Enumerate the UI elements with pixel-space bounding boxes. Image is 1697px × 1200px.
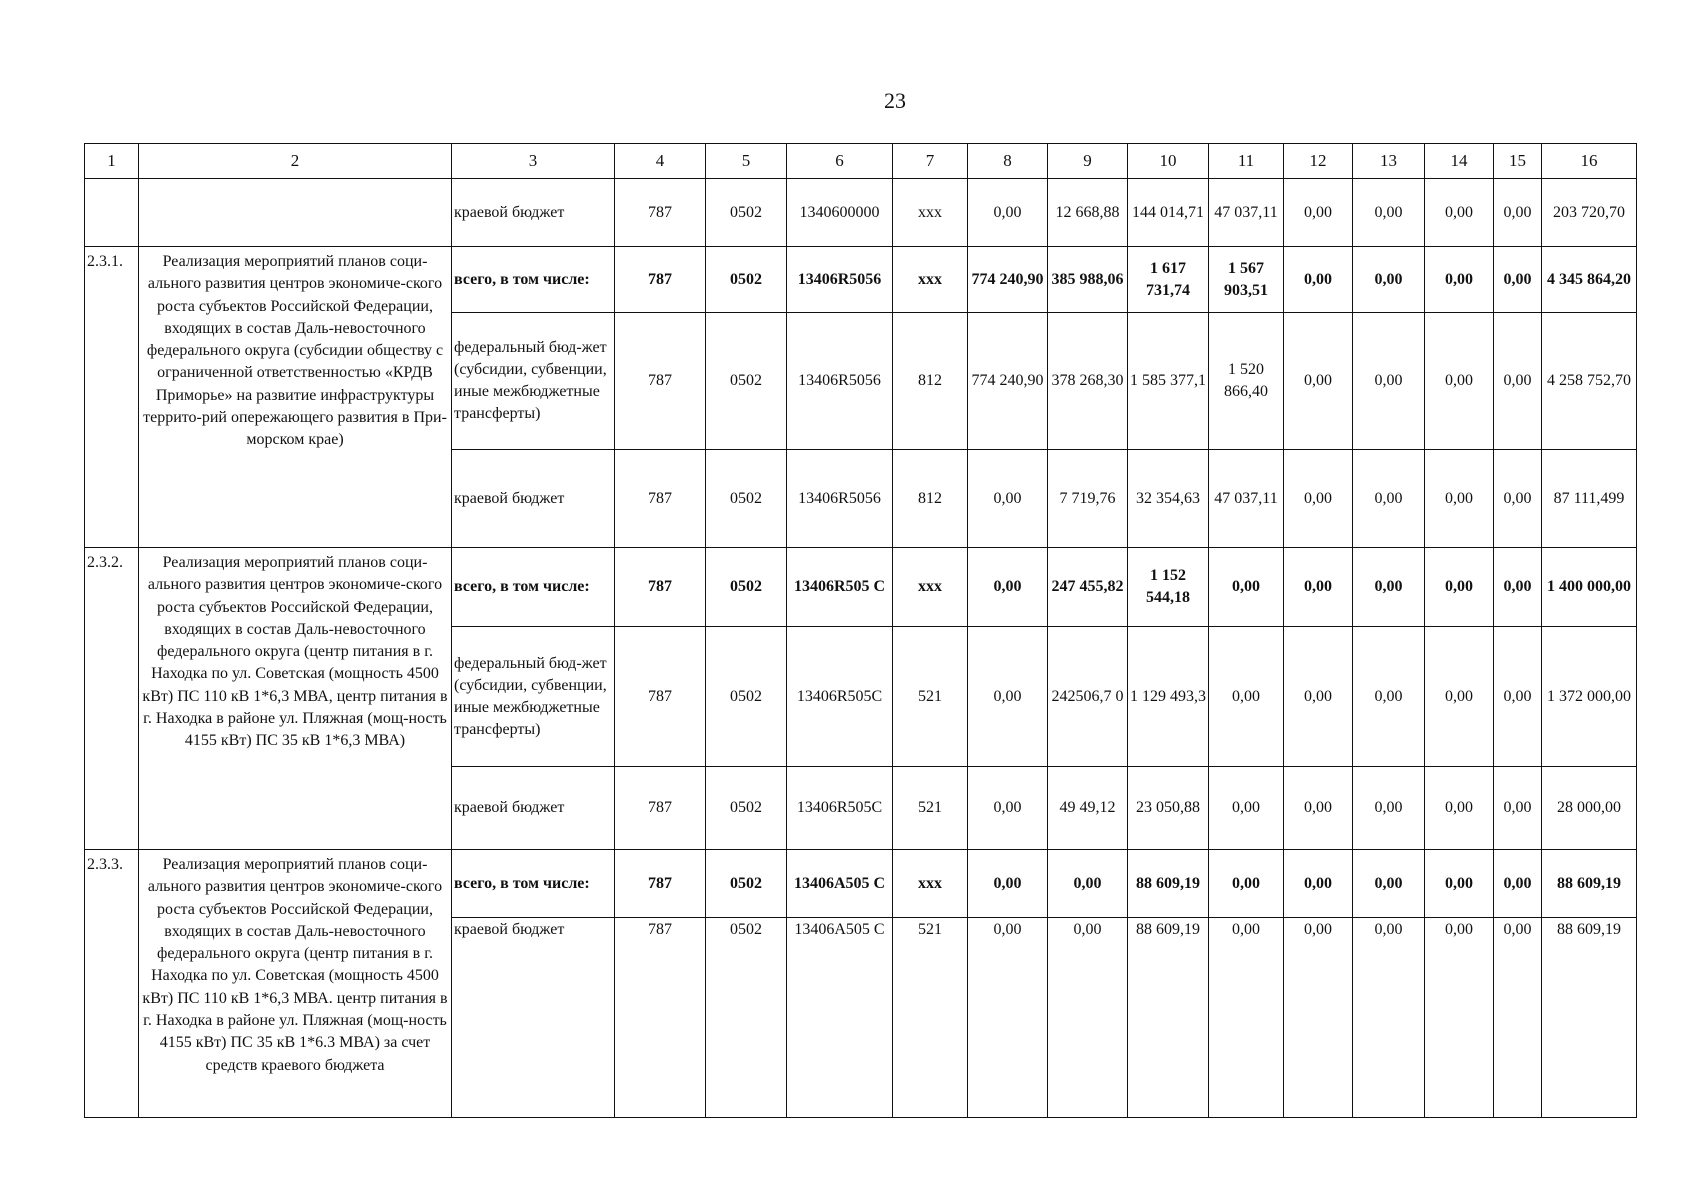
header-cell: 13	[1353, 144, 1425, 179]
cell: 32 354,63	[1128, 450, 1209, 548]
cell: 0,00	[1284, 918, 1353, 1118]
cell: 0,00	[1284, 247, 1353, 313]
cell: 0,00	[1494, 627, 1542, 767]
cell: 0502	[706, 247, 787, 313]
cell: 1 567 903,51	[1209, 247, 1284, 313]
cell: 0502	[706, 767, 787, 850]
cell: 787	[615, 548, 706, 627]
cell: 0,00	[1284, 627, 1353, 767]
funding-source: краевой бюджет	[452, 179, 615, 247]
cell: 203 720,70	[1542, 179, 1637, 247]
funding-source: краевой бюджет	[452, 918, 615, 1118]
funding-source: краевой бюджет	[452, 767, 615, 850]
header-row	[85, 144, 1637, 179]
cell: 787	[615, 767, 706, 850]
header-cell: 4	[615, 144, 706, 179]
cell: 0,00	[1353, 918, 1425, 1118]
item-number: 2.3.2.	[85, 548, 139, 850]
cell: 0,00	[1425, 313, 1494, 450]
header-cell: 3	[452, 144, 615, 179]
cell: 0,00	[1425, 627, 1494, 767]
cell: 0,00	[1425, 918, 1494, 1118]
item-number: 2.3.3.	[85, 850, 139, 1118]
cell: 787	[615, 627, 706, 767]
cell: 242506,7 0	[1048, 627, 1128, 767]
header-cell: 12	[1284, 144, 1353, 179]
cell: 0,00	[1353, 313, 1425, 450]
cell: 787	[615, 850, 706, 918]
header-cell: 14	[1425, 144, 1494, 179]
header-cell: 7	[893, 144, 968, 179]
cell: 88 609,19	[1542, 850, 1637, 918]
cell: 0,00	[1048, 918, 1128, 1118]
cell: 0,00	[1353, 450, 1425, 548]
cell: 0,00	[968, 548, 1048, 627]
cell: 0,00	[968, 450, 1048, 548]
cell: 4 258 752,70	[1542, 313, 1637, 450]
cell: 88 609,19	[1128, 850, 1209, 918]
cell: 0,00	[1494, 548, 1542, 627]
header-cell: 16	[1542, 144, 1637, 179]
cell: 521	[893, 767, 968, 850]
cell: 521	[893, 918, 968, 1118]
header-cell: 1	[85, 144, 139, 179]
cell: 0,00	[968, 918, 1048, 1118]
cell: 13406A505 С	[787, 918, 893, 1118]
item-description: Реализация мероприятий планов соци-ального развития центров экономиче-ского роста субъектов Российской Федерации, входящих в состав Даль-невосточного федерального округа (субсидии обществу с ограниченной ответственностью «КРДВ Приморье» на развитие инфраструктуры террито-рий опережающего развития в При-морском крае)	[139, 247, 452, 548]
cell: 0,00	[1284, 767, 1353, 850]
table-row	[85, 179, 1637, 247]
page-number: 23	[884, 88, 906, 113]
cell: 0,00	[1209, 918, 1284, 1118]
table-row-total	[85, 247, 1637, 313]
cell: 0,00	[1425, 450, 1494, 548]
cell: 0,00	[968, 767, 1048, 850]
cell: 0,00	[1494, 767, 1542, 850]
funding-source: федеральный бюд-жет (субсидии, субвенции, иные межбюджетные трансферты)	[452, 627, 615, 767]
cell: 0,00	[1353, 627, 1425, 767]
cell: 812	[893, 450, 968, 548]
cell: 13406R505 С	[787, 548, 893, 627]
cell: 0,00	[1425, 179, 1494, 247]
cell: 0,00	[968, 627, 1048, 767]
header-cell: 5	[706, 144, 787, 179]
cell: 0,00	[1209, 850, 1284, 918]
funding-source: всего, в том числе:	[452, 548, 615, 627]
cell: 787	[615, 918, 706, 1118]
table-row-total	[85, 548, 1637, 627]
cell: 47 037,11	[1209, 450, 1284, 548]
cell: 49 49,12	[1048, 767, 1128, 850]
cell: 4 345 864,20	[1542, 247, 1637, 313]
cell: 23 050,88	[1128, 767, 1209, 850]
cell: 787	[615, 247, 706, 313]
cell: 88 609,19	[1128, 918, 1209, 1118]
cell: 1 129 493,3	[1128, 627, 1209, 767]
cell: 0502	[706, 450, 787, 548]
cell: 13406R5056	[787, 450, 893, 548]
cell: 787	[615, 450, 706, 548]
cell: 7 719,76	[1048, 450, 1128, 548]
cell: 0502	[706, 179, 787, 247]
cell: xxx	[893, 850, 968, 918]
cell: 0,00	[1209, 767, 1284, 850]
cell: 0,00	[1048, 850, 1128, 918]
cell: 0,00	[1494, 850, 1542, 918]
cell: 521	[893, 627, 968, 767]
cell: 1 152 544,18	[1128, 548, 1209, 627]
cell: 1 520 866,40	[1209, 313, 1284, 450]
cell: 385 988,06	[1048, 247, 1128, 313]
cell: 87 111,499	[1542, 450, 1637, 548]
cell: 0,00	[1425, 548, 1494, 627]
cell: 787	[615, 313, 706, 450]
cell: 0,00	[1353, 548, 1425, 627]
cell: 12 668,88	[1048, 179, 1128, 247]
cell: 0,00	[1284, 548, 1353, 627]
budget-table	[84, 143, 1637, 1118]
cell: 0,00	[1353, 247, 1425, 313]
cell: 0,00	[968, 179, 1048, 247]
funding-source: федеральный бюд-жет (субсидии, субвенции, иные межбюджетные трансферты)	[452, 313, 615, 450]
table-row-total	[85, 850, 1637, 918]
funding-source: всего, в том числе:	[452, 850, 615, 918]
cell: 787	[615, 179, 706, 247]
cell: 0,00	[1284, 850, 1353, 918]
cell: 13406R5056	[787, 313, 893, 450]
cell: 774 240,90	[968, 247, 1048, 313]
cell: 0,00	[1494, 918, 1542, 1118]
cell: 1 400 000,00	[1542, 548, 1637, 627]
cell: 144 014,71	[1128, 179, 1209, 247]
cell: 0,00	[1209, 627, 1284, 767]
cell: 13406A505 С	[787, 850, 893, 918]
cell: 13406R505С	[787, 767, 893, 850]
funding-source: всего, в том числе:	[452, 247, 615, 313]
cell: 774 240,90	[968, 313, 1048, 450]
funding-source: краевой бюджет	[452, 450, 615, 548]
cell: 0502	[706, 548, 787, 627]
item-description: Реализация мероприятий планов соци-ального развития центров экономиче-ского роста субъектов Российской Федерации, входящих в состав Даль-невосточного федерального округа (центр питания в г. Находка по ул. Советская (мощность 4500 кВт) ПС 110 кВ 1*6,3 МВА, центр питания в г. Находка в районе ул. Пляжная (мощ-ность 4155 кВт) ПС 35 кВ 1*6,3 МВА)	[139, 548, 452, 850]
cell: xxx	[893, 179, 968, 247]
cell: 0502	[706, 627, 787, 767]
cell: 88 609,19	[1542, 918, 1637, 1118]
empty-cell	[85, 179, 139, 247]
cell: 13406R505С	[787, 627, 893, 767]
cell: 0,00	[1353, 850, 1425, 918]
cell: 378 268,30	[1048, 313, 1128, 450]
cell: 0,00	[1425, 850, 1494, 918]
cell: 0,00	[1353, 767, 1425, 850]
cell: 0,00	[968, 850, 1048, 918]
cell: 0,00	[1425, 247, 1494, 313]
header-cell: 11	[1209, 144, 1284, 179]
cell: 1 372 000,00	[1542, 627, 1637, 767]
header-cell: 9	[1048, 144, 1128, 179]
cell: xxx	[893, 247, 968, 313]
empty-cell	[139, 179, 452, 247]
cell: 1340600000	[787, 179, 893, 247]
cell: 0,00	[1209, 548, 1284, 627]
header-cell: 6	[787, 144, 893, 179]
cell: 13406R5056	[787, 247, 893, 313]
cell: 0,00	[1284, 450, 1353, 548]
cell: 28 000,00	[1542, 767, 1637, 850]
cell: 47 037,11	[1209, 179, 1284, 247]
cell: 0,00	[1284, 179, 1353, 247]
cell: 0,00	[1494, 450, 1542, 548]
cell: 0,00	[1494, 179, 1542, 247]
cell: 0502	[706, 850, 787, 918]
cell: 0,00	[1494, 313, 1542, 450]
header-cell: 15	[1494, 144, 1542, 179]
cell: 1 617 731,74	[1128, 247, 1209, 313]
cell: 1 585 377,1	[1128, 313, 1209, 450]
cell: 0,00	[1425, 767, 1494, 850]
header-cell: 2	[139, 144, 452, 179]
cell: 0,00	[1353, 179, 1425, 247]
header-cell: 10	[1128, 144, 1209, 179]
item-description: Реализация мероприятий планов соци-ального развития центров экономиче-ского роста субъектов Российской Федерации, входящих в состав Даль-невосточного федерального округа (центр питания в г. Находка по ул. Советская (мощность 4500 кВт) ПС 110 кВ 1*6,3 МВА. центр питания в г. Находка в районе ул. Пляжная (мощ-ность 4155 кВт) ПС 35 кВ 1*6.3 МВА) за счет средств краевого бюджета	[139, 850, 452, 1118]
cell: 247 455,82	[1048, 548, 1128, 627]
cell: 0502	[706, 313, 787, 450]
header-cell: 8	[968, 144, 1048, 179]
cell: 0502	[706, 918, 787, 1118]
cell: 812	[893, 313, 968, 450]
item-number: 2.3.1.	[85, 247, 139, 548]
cell: 0,00	[1284, 313, 1353, 450]
cell: xxx	[893, 548, 968, 627]
cell: 0,00	[1494, 247, 1542, 313]
